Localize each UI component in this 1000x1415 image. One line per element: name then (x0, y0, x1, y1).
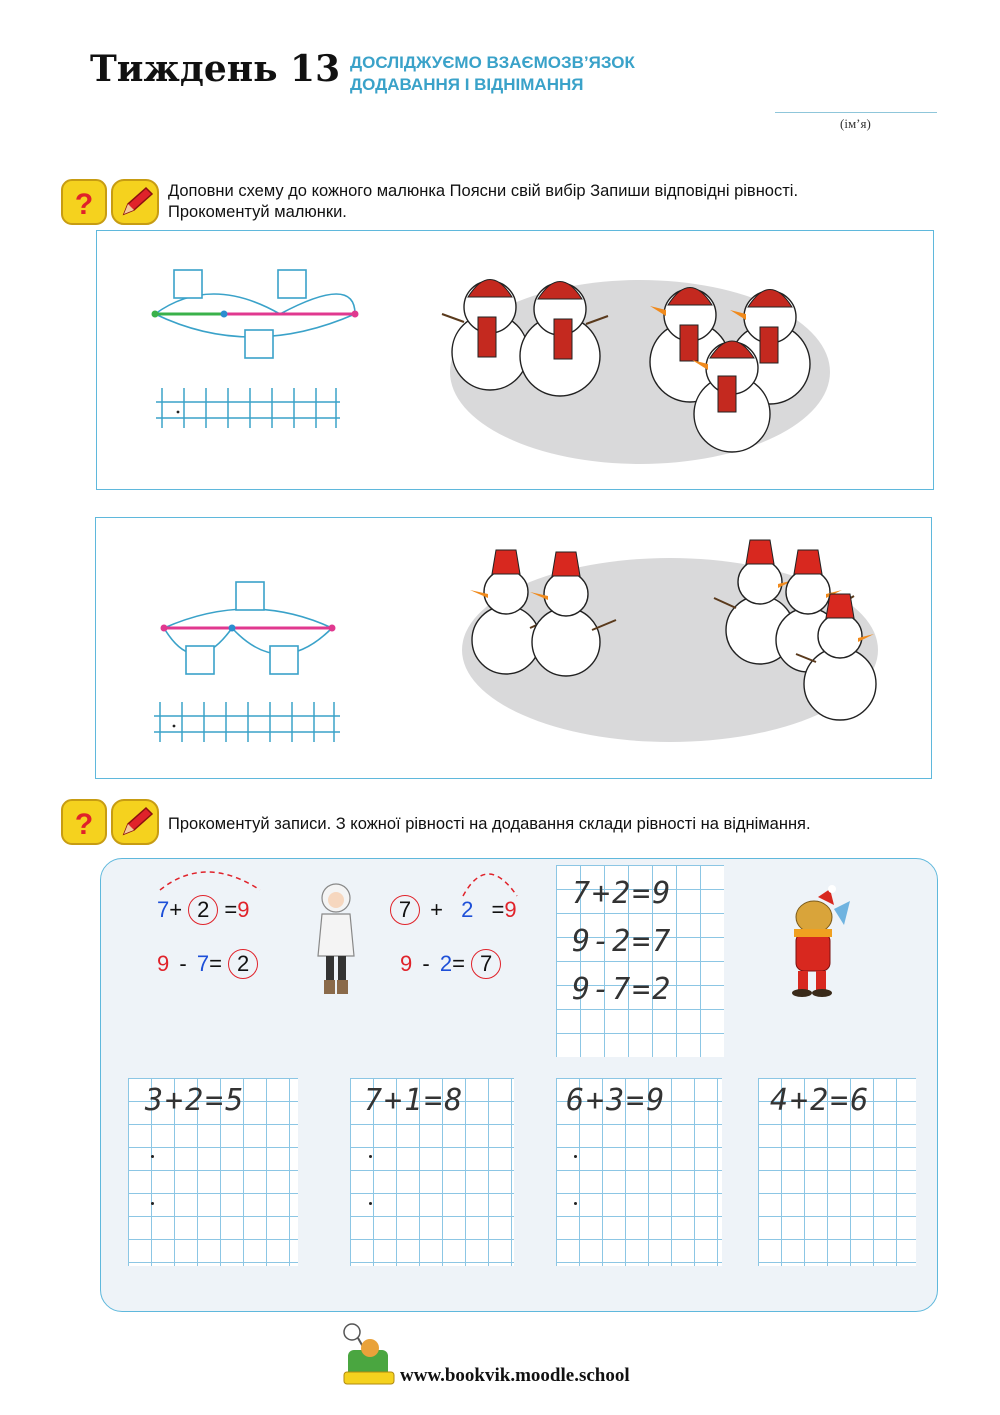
task2-instruction: Прокоментуй записи. З кожної рівності на додавання склади рівності на віднімання. (168, 815, 811, 833)
example2-arc (455, 864, 535, 898)
scheme-panel-1-art (100, 232, 930, 486)
dragon-mascot (770, 885, 854, 997)
exercise-4: 4+2=6 (770, 1083, 871, 1118)
example1-subtraction: 9 - 7= 2 (157, 949, 258, 979)
task1-badges (58, 178, 164, 228)
page-title: Тиждень 13 (90, 48, 341, 90)
topic-heading: ДОСЛІДЖУЄМО ВЗАЄМОЗВ’ЯЗОК ДОДАВАННЯ І ВІДНІМАННЯ (350, 53, 635, 94)
exercise-1: 3+2=5 (145, 1083, 246, 1118)
answer-dot (574, 1155, 577, 1158)
scheme-box[interactable] (245, 330, 273, 358)
question-icon (62, 180, 106, 224)
answer-dot (369, 1155, 372, 1158)
answer-dot (151, 1202, 154, 1205)
question-icon (62, 800, 106, 844)
name-label: (ім’я) (840, 116, 871, 131)
pencil-icon (112, 800, 158, 844)
scheme-box[interactable] (174, 270, 202, 298)
name-input-line[interactable] (775, 112, 937, 113)
pencil-icon (112, 180, 158, 224)
scheme-box[interactable] (278, 270, 306, 298)
girl-illustration (310, 880, 360, 1000)
task2-badges (58, 798, 164, 848)
svg-text:?: ? (74, 808, 94, 841)
answer-dot (574, 1202, 577, 1205)
answer-dot (369, 1202, 372, 1205)
exercise-3: 6+3=9 (566, 1083, 667, 1118)
part-whole-scheme-1 (152, 270, 359, 358)
bookvik-logo (336, 1322, 396, 1388)
answer-grid-1 (156, 388, 340, 428)
exercise-2: 7+1=8 (364, 1083, 465, 1118)
example-grid-text: 7+2=9 9-2=7 9-7=2 (572, 876, 673, 1007)
scheme-panel-2-art (100, 520, 928, 774)
scheme-box[interactable] (236, 582, 264, 610)
task1-instruction: Доповни схему до кожного малюнка Поясни свій вибір Запиши відповідні рівності. Прокоментуй малюнки. (168, 182, 799, 221)
example2-addition: 7 + 2 =9 (390, 895, 517, 925)
scheme-box[interactable] (270, 646, 298, 674)
footer-url[interactable]: www.bookvik.moodle.school (400, 1365, 630, 1386)
answer-dot (151, 1155, 154, 1158)
answer-grid-2 (154, 702, 340, 742)
scheme-box[interactable] (186, 646, 214, 674)
example2-subtraction: 9 - 2= 7 (400, 949, 501, 979)
example1-arc (150, 864, 280, 894)
part-whole-scheme-2 (161, 582, 336, 674)
example1-addition: 7+ 2 =9 (157, 895, 249, 925)
svg-text:?: ? (74, 188, 94, 221)
